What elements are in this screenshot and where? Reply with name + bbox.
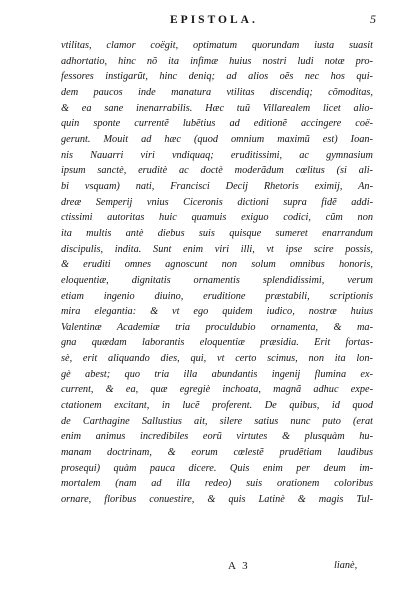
text-line: & ea sane inenarrabilis. Hæc tuũ Villarealem licet alio- bbox=[61, 102, 373, 114]
running-head: EPISTOLA. bbox=[170, 14, 258, 26]
text-line: mortalem (nam ad illa redeo) suis orationem coloribus bbox=[61, 478, 373, 490]
text-line: & eruditi omnes agnoscunt non solum omnibus honoris, bbox=[61, 259, 373, 271]
text-line: dreæ Semperij vnius Ciceronis dictioni supra fidẽ addi- bbox=[61, 196, 373, 208]
text-line: quin sponte currentẽ lubẽtius ad editionẽ accingere coë- bbox=[61, 118, 373, 130]
text-line: current, & ea, quæ egregiè inchoata, magnã adhuc expe- bbox=[61, 384, 373, 396]
text-line: etiam ingenio diuino, eruditione præstabili, scriptionis bbox=[61, 290, 373, 302]
text-line: enim animus incredibiles eorũ virtutes & plusquàm hu- bbox=[61, 431, 373, 443]
text-line: de Carthagine Sallustius ait, silere satius nunc puto (erat bbox=[61, 415, 373, 427]
text-line: gerunt. Mouit ad hæc (quod omnium maximũ est) Ioan- bbox=[61, 133, 373, 145]
body-text bbox=[61, 38, 373, 508]
text-line: prosequi) quàm pauca dicere. Quis enim per deum im- bbox=[61, 462, 373, 474]
text-line: ornare, floribus conuestire, & quis Latinè & magis Tul- bbox=[61, 494, 373, 506]
text-line: nis Nauarri viri vndiquaq; eruditissimi, ac gymnasium bbox=[61, 149, 373, 161]
text-line: sè, erit aliquando dies, qui, vt certo scimus, non ita lon- bbox=[61, 353, 373, 365]
text-line: ctationem excitant, in lucẽ proferent. De quibus, id quod bbox=[61, 400, 373, 412]
text-line: dem paucos inde manatura vtilitas discendiq; cõmoditas, bbox=[61, 86, 373, 98]
signature-mark: A 3 bbox=[228, 560, 250, 572]
text-line: vtilitas, clamor coëgit, optimatum quorundam iusta suasit bbox=[61, 40, 373, 51]
text-line: eloquentiæ, dignitatis ornamentis splendidissimi, verum bbox=[61, 274, 373, 286]
text-line: Valentinæ Academiæ tria proculdubio ornamenta, & ma- bbox=[61, 321, 373, 333]
page-number: 5 bbox=[370, 12, 376, 26]
text-line: adhortatio, hinc nõ ita infimæ huius nostri ludi notæ pro- bbox=[61, 55, 373, 67]
text-line: ita multis antè diebus suis quisque sumeret enarrandum bbox=[61, 227, 373, 239]
text-line: gè abest; quo tria illa abundantis ingenij flumina ex- bbox=[61, 368, 373, 380]
text-line: discipulis, indita. Sunt enim viri illi, vt ipse scire possis, bbox=[61, 243, 373, 255]
text-line: fessores instigarũt, hinc deniq; ad alios oẽs nec hos qui- bbox=[61, 71, 373, 83]
catchword: lianè, bbox=[334, 560, 358, 571]
text-line: manam doctrinam, & eorum cœlestẽ prudẽtiam laudibus bbox=[61, 447, 373, 459]
text-line: gna quædam laborantis eloquentiæ præsidia. Erit fortas- bbox=[61, 337, 373, 349]
text-line: ipsum sanctè, eruditè ac doctè moderãdum cœlitus (si ali- bbox=[61, 165, 373, 177]
text-line: mira elegantia: & vt ego quidem iudico, nostræ huius bbox=[61, 306, 373, 318]
text-line: ctissimi autoritas huic quamuis exiguo codici, cũm non bbox=[61, 212, 373, 224]
text-line: bi vsquam) nati, Francisci Decij Rhetoris eximij, An- bbox=[61, 180, 373, 192]
